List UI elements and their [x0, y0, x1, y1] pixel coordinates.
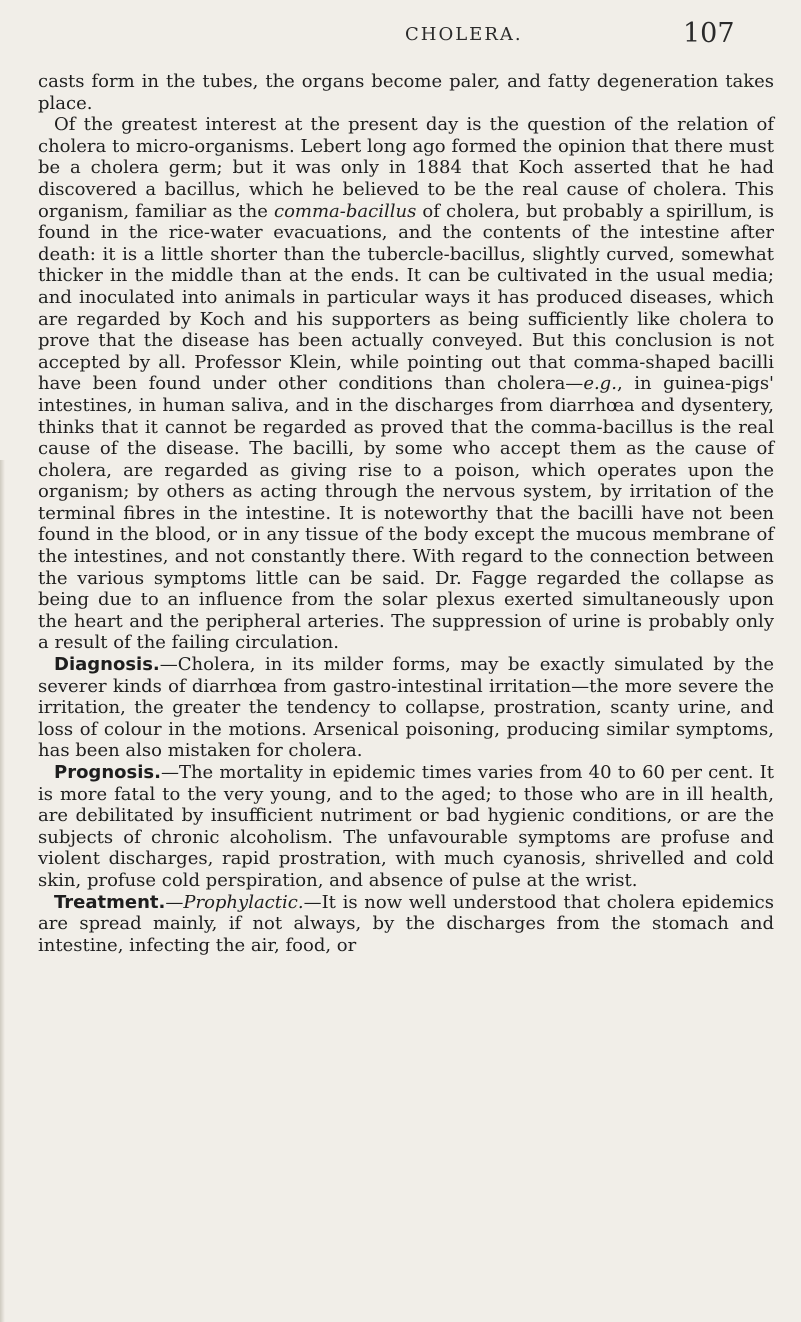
page-gutter-shadow	[0, 460, 5, 1322]
body-text	[38, 71, 774, 956]
paragraph	[38, 654, 774, 762]
running-title: CHOLERA.	[405, 24, 523, 45]
page-header	[0, 18, 801, 58]
page-number: 107	[683, 18, 735, 49]
section-heading: Diagnosis.	[54, 654, 160, 676]
italic-text: comma-bacillus	[274, 200, 417, 222]
text-run: —It is now well understood that cholera epidemics are spread mainly, if not always, by the discharges from the stomach and intestine, infecting the air, food, or	[38, 891, 774, 956]
text-run: Of the greatest interest at the present day is the question of the relation of cholera to micro-organisms. Lebert long ago formed the opinion that there must be a cholera germ; but it was only in 1884 that Koch asserted that he had discovered a bacillus, which he believed to be the real cause of cholera. This organism, familiar as the	[38, 114, 774, 222]
section-heading: Prognosis.	[54, 762, 161, 783]
section-heading: Treatment.	[54, 891, 166, 913]
text-run: —The mortality in epidemic times varies from 40 to 60 per cent. It is more fatal to the very young, and to the aged; to those who are in ill health, are debilitated by insufficient nutriment or bad hygienic conditions, or are the subjects of chronic alcoholism. The unfavourable symptoms are profuse and violent discharges, rapid prostration, with much cyanosis, shrivelled and cold skin, profuse cold perspiration, and absence of pulse at the wrist.	[38, 762, 774, 891]
text-run: , in guinea-pigs' intestines, in human saliva, and in the discharges from diarrhœa and dysentery, thinks that it cannot be regarded as proved that the comma-bacillus is the real cause of the disease. The bacilli, by some who accept them as the cause of cholera, are regarded as giving rise to a poison, which operates upon the organism; by others as acting through the nervous system, by irritation of the terminal fibres in the intestine. It is noteworthy that the bacilli have not been found in the blood, or in any tissue of the body except the mucous membrane of the intestines, and not constantly there. With regard to the connection between the various symptoms little can be said. Dr. Fagge regarded the collapse as being due to an influence from the solar plexus exerted simultaneously upon the heart and the peripheral arteries. The suppression of urine is probably only a result of the failing circulation.	[38, 373, 775, 654]
text-run: —	[165, 891, 184, 913]
text-run: casts form in the tubes, the organs become paler, and fatty degeneration takes place.	[38, 71, 774, 114]
text-run: of cholera, but probably a spirillum, is found in the rice-water evacuations, and the contents of the intestine after death: it is a little shorter than the tubercle-bacillus, slightly curved, somewhat thicker in the middle than at the ends. It can be cultivated in the usual media; and inoculated into animals in particular ways it has produced diseases, which are regarded by Koch and his supporters as being sufficiently like cholera to prove that the disease has been actually conveyed. But this conclusion is not accepted by all. Professor Klein, while pointing out that comma-shaped bacilli have been found under other conditions than cholera—	[38, 200, 775, 395]
paragraph	[38, 762, 774, 892]
italic-text: Prophylactic.	[183, 891, 304, 913]
italic-text: e.g.	[583, 373, 617, 395]
paragraph	[38, 71, 774, 114]
text-run: —Cholera, in its milder forms, may be exactly simulated by the severer kinds of diarrhœa from gastro-intestinal irritation—the more severe the irritation, the greater the tendency to collapse, prostration, scanty urine, and loss of colour in the motions. Arsenical poisoning, producing similar symptoms, has been also mistaken for cholera.	[38, 654, 774, 762]
paragraph	[38, 892, 774, 957]
paragraph	[38, 114, 774, 654]
